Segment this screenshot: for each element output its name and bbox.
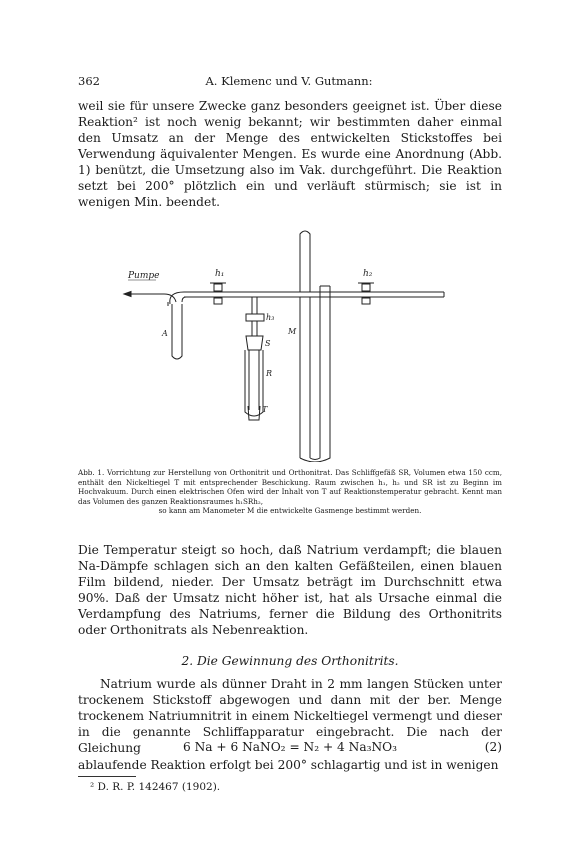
label-r: R xyxy=(266,369,273,378)
joint-s xyxy=(246,336,263,350)
stopcock-h3 xyxy=(246,314,264,321)
page-number: 362 xyxy=(78,74,100,88)
manometer-left-top xyxy=(300,231,310,292)
equation-2 xyxy=(78,740,502,756)
label-pumpe: Pumpe xyxy=(128,271,160,281)
footnote: ² D. R. P. 142467 (1902). xyxy=(90,781,221,793)
stopcock-h2 xyxy=(362,284,370,291)
apparatus-figure xyxy=(118,226,464,462)
equation-formula: 6 Na + 6 NaNO₂ = N₂ + 4 Na₃NO₃ xyxy=(182,740,398,754)
label-h2: h₂ xyxy=(363,269,373,279)
caption-continuation: so kann am Manometer M die entwickelte Gasmenge bestimmt werden. xyxy=(158,506,422,515)
paragraph-1: weil sie für unsere Zwecke ganz besonders geeignet ist. Über diese Reaktion² ist noch wenig bekannt; wir bestimmten daher einmal den Umsatz an der Menge des entwickelten Stickstoffes bei Verwendung äquivalenter Mengen. Es wurde eine Anordnung (Abb. 1) benützt, die Umsetzung also im Vak. durchgeführt. Die Reaktion setzt bei 200° plötzlich ein und verläuft stürmisch; sie ist in wenigen Min. beendet. xyxy=(78,99,502,209)
section-title: 2. Die Gewinnung des Orthonitrits. xyxy=(181,654,399,668)
paragraph-3: Natrium wurde als dünner Draht in 2 mm langen Stücken unter trockenem Stickstoff abgewogen und dann mit der ber. Menge trockenem Natriumnitrit in einem Nickeltiegel vermengt und dieser in die genannte Schliffapparatur eingebracht. Die nach der Gleichung xyxy=(78,677,502,755)
manometer-u xyxy=(300,286,330,462)
paragraph-4: ablaufende Reaktion erfolgt bei 200° schlagartig und ist in wenigen xyxy=(78,758,499,772)
label-t: T xyxy=(262,405,268,414)
vessel-a xyxy=(172,304,182,359)
page-header xyxy=(78,74,500,88)
footnote-rule xyxy=(78,776,136,777)
paragraph-2: Die Temperatur steigt so hoch, daß Natrium verdampft; die blauen Na-Dämpfe schlagen sich an den kalten Gefäßteilen, einen blauen Film bildend, nieder. Der Umsatz beträgt im Durchschnitt etwa 90%. Daß der Umsatz nicht höher ist, hat als Ursache einmal die Verdampfung des Natriums, ferner die Bildung des Orthonitrits oder Orthonitrats als Nebenreaktion. xyxy=(78,543,502,637)
caption-text: Abb. 1. Vorrichtung zur Herstellung von Orthonitrit und Orthonitrat. Das Schliffgefäß SR, Volumen etwa 150 ccm, enthält den Nickeltiegel T mit entsprechender Beschickung. Raum zwischen h₁, h₂ und SR ist zu Beginn im Hochvakuum. Durch einen elektrischen Ofen wird der Inhalt von T auf Reaktionstemperatur gebracht. Kennt man das Volumen des ganzen Reaktionsraumes h₁SRh₂, xyxy=(78,468,502,506)
stopcock-h1 xyxy=(214,284,222,291)
pump-arrow-head xyxy=(124,292,131,297)
label-h3: h₃ xyxy=(266,313,275,322)
crucible-t xyxy=(248,406,260,420)
figure-caption xyxy=(78,468,502,516)
running-title: A. Klemenc und V. Gutmann: xyxy=(205,74,373,88)
label-s: S xyxy=(265,339,271,348)
label-a: A xyxy=(162,329,168,338)
equation-number: (2) xyxy=(484,740,502,754)
label-h1: h₁ xyxy=(215,269,225,279)
label-m: M xyxy=(288,327,297,336)
